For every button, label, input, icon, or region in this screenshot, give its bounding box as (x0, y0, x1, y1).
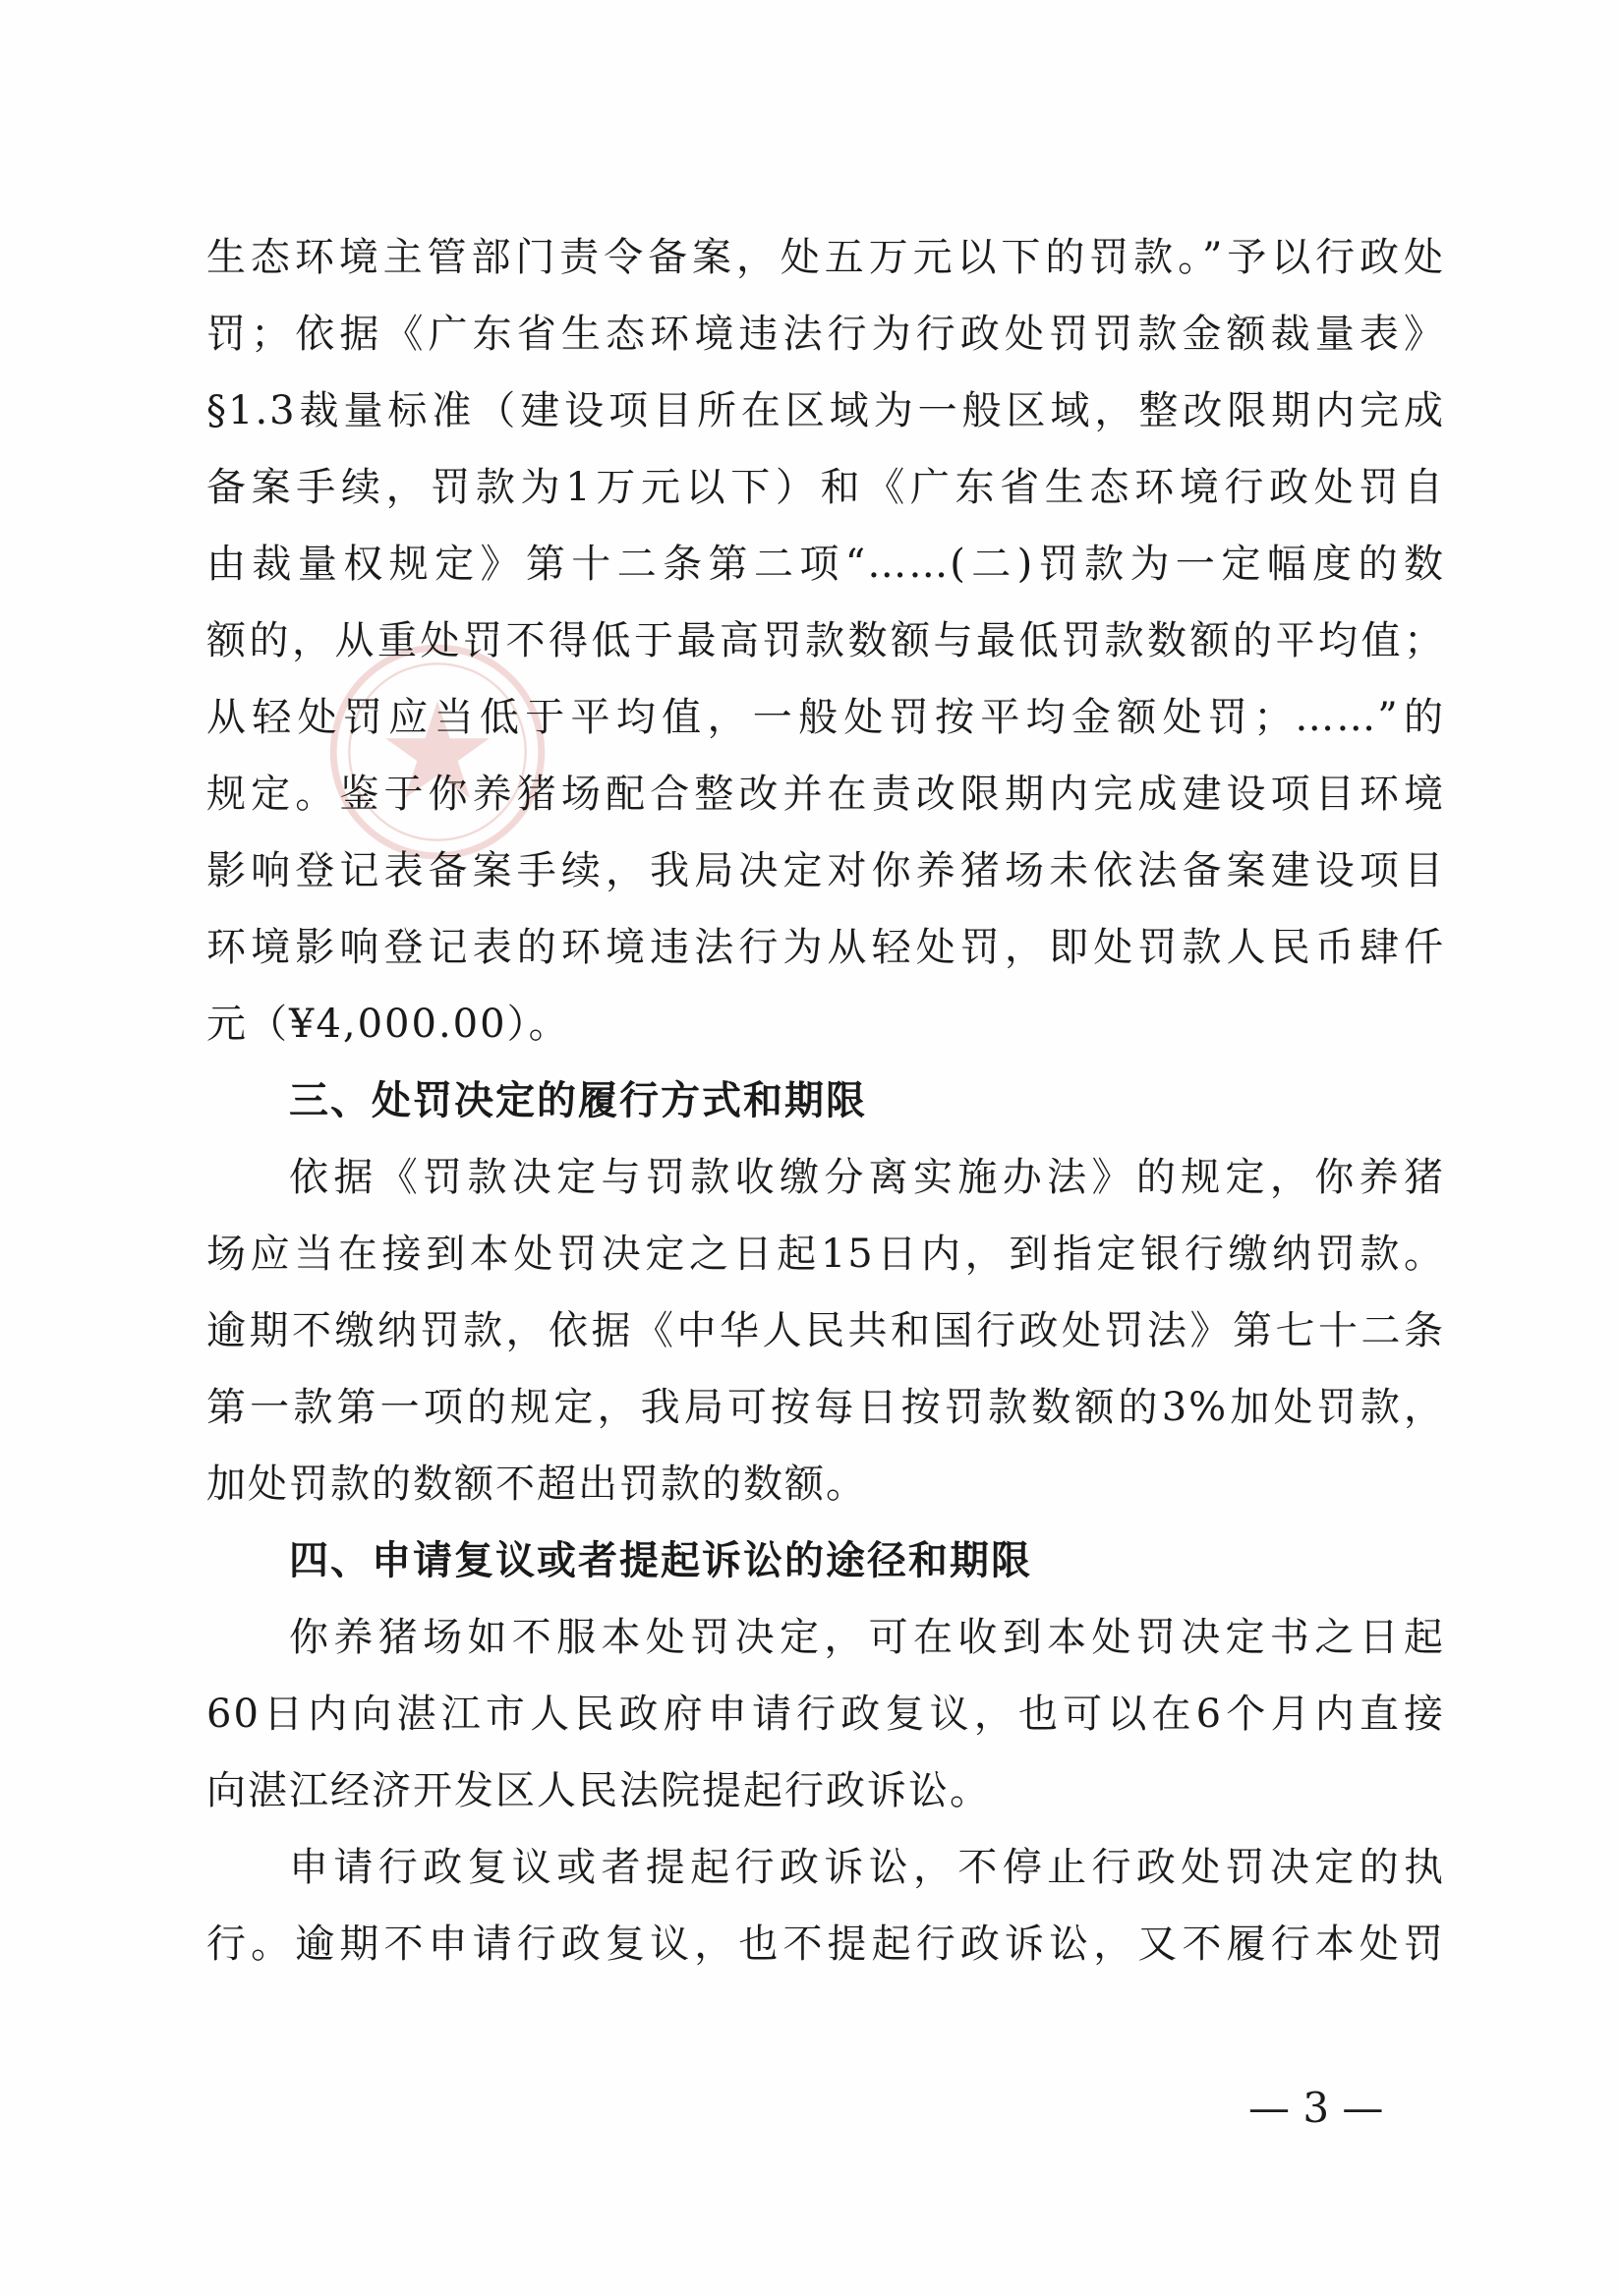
text-line: §1.3裁量标准（建设项目所在区域为一般区域，整改限期内完成 (206, 388, 1445, 433)
section-heading-3: 三、处罚决定的履行方式和期限 (289, 1078, 867, 1123)
text-line: 环境影响登记表的环境违法行为从轻处罚，即处罚款人民币肆仟 (206, 925, 1445, 970)
text-line: 向湛江经济开发区人民法院提起行政诉讼。 (206, 1768, 991, 1813)
text-line: 罚；依据《广东省生态环境违法行为行政处罚罚款金额裁量表》 (206, 312, 1445, 357)
text-line: 逾期不缴纳罚款，依据《中华人民共和国行政处罚法》第七十二条 (206, 1308, 1445, 1353)
text-line: 从轻处罚应当低于平均值，一般处罚按平均金额处罚；……”的 (206, 695, 1445, 740)
text-line: 加处罚款的数额不超出罚款的数额。 (206, 1462, 867, 1507)
text-line: 备案手续，罚款为1万元以下）和《广东省生态环境行政处罚自 (206, 465, 1445, 510)
paragraph-penalty-basis (206, 219, 1445, 1982)
text-line: 元（¥4,000.00）。 (206, 1002, 570, 1047)
text-line: 影响登记表备案手续，我局决定对你养猪场未依法备案建设项目 (206, 848, 1445, 893)
text-line: 生态环境主管部门责令备案，处五万元以下的罚款。”予以行政处 (206, 235, 1445, 280)
text-line: 第一款第一项的规定，我局可按每日按罚款数额的3%加处罚款， (206, 1385, 1445, 1430)
text-line: 60日内向湛江市人民政府申请行政复议，也可以在6个月内直接 (206, 1692, 1445, 1737)
section-heading-4: 四、申请复议或者提起诉讼的途径和期限 (289, 1538, 1032, 1583)
page-number: — 3 — (1248, 2084, 1384, 2132)
text-line: 行。逾期不申请行政复议，也不提起行政诉讼，又不履行本处罚 (206, 1922, 1445, 1967)
text-line: 规定。鉴于你养猪场配合整改并在责改限期内完成建设项目环境 (206, 772, 1445, 817)
text-line: 场应当在接到本处罚决定之日起15日内，到指定银行缴纳罚款。 (206, 1232, 1445, 1277)
text-line: 你养猪场如不服本处罚决定，可在收到本处罚决定书之日起 (289, 1615, 1445, 1660)
text-line: 依据《罚款决定与罚款收缴分离实施办法》的规定，你养猪 (289, 1155, 1445, 1200)
text-line: 申请行政复议或者提起行政诉讼，不停止行政处罚决定的执 (289, 1845, 1445, 1890)
text-line: 由裁量权规定》第十二条第二项“……(二)罚款为一定幅度的数 (206, 542, 1445, 587)
text-line: 额的，从重处罚不得低于最高罚款数额与最低罚款数额的平均值； (206, 618, 1445, 663)
